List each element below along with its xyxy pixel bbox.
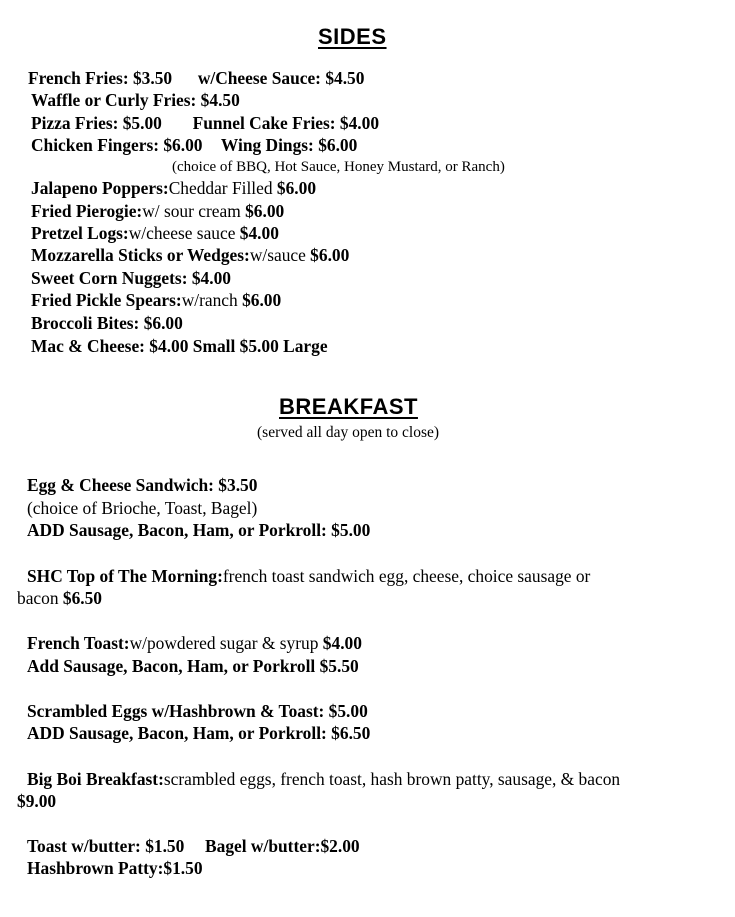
menu-item-price: $6.50 [62, 588, 103, 608]
menu-item-desc: w/cheese sauce [128, 223, 240, 243]
menu-item-text: Wing Dings: $6.00 [220, 135, 358, 155]
menu-item-price: $6.00 [245, 201, 285, 221]
menu-item-mozzarella-sticks [31, 244, 349, 266]
menu-item-name: Mozzarella Sticks or Wedges: [31, 245, 250, 265]
menu-item-egg-cheese-sandwich: Egg & Cheese Sandwich: $3.50 [27, 475, 258, 495]
menu-item-text: Toast w/butter: $1.50 [27, 836, 185, 856]
menu-item-addon: ADD Sausage, Bacon, Ham, or Porkroll: $6.50 [27, 723, 371, 743]
menu-item-desc: Cheddar Filled [168, 178, 277, 198]
menu-item-french-fries [28, 67, 364, 89]
menu-item-chicken-fingers [31, 134, 357, 156]
menu-item-fried-pickle-spears [31, 289, 281, 311]
breakfast-subtitle: (served all day open to close) [257, 424, 440, 441]
menu-item-name: French Toast: [27, 633, 130, 653]
menu-item-name: Pretzel Logs: [31, 223, 129, 243]
menu-item-note: (choice of Brioche, Toast, Bagel) [27, 498, 258, 518]
menu-item-desc: scrambled eggs, french toast, hash brown patty, sausage, & bacon [163, 769, 621, 789]
menu-item-fried-pierogie [31, 200, 284, 222]
menu-item-desc: w/powdered sugar & syrup [129, 633, 323, 653]
menu-item-name: Fried Pierogie: [31, 201, 143, 221]
menu-item-desc: w/sauce [249, 245, 311, 265]
menu-item-text: w/Cheese Sauce: $4.50 [197, 68, 365, 88]
menu-item-pretzel-logs [31, 222, 279, 244]
menu-item-text: Waffle or Curly Fries: $4.50 [31, 90, 240, 110]
menu-item-note: (choice of BBQ, Hot Sauce, Honey Mustard, or Ranch) [172, 159, 505, 175]
menu-item-name: Jalapeno Poppers: [31, 178, 169, 198]
menu-item-desc: w/ranch [181, 290, 243, 310]
menu-item-mac-cheese [31, 335, 328, 357]
menu-item-price: $4.00 [322, 633, 362, 653]
menu-item-text: Funnel Cake Fries: $4.00 [192, 113, 380, 133]
menu-item-text: Pizza Fries: $5.00 [31, 113, 162, 133]
menu-item-name: Fried Pickle Spears: [31, 290, 182, 310]
menu-item-name: SHC Top of The Morning: [27, 566, 223, 586]
menu-item-scrambled-eggs: Scrambled Eggs w/Hashbrown & Toast: $5.00 [27, 701, 368, 721]
menu-item-waffle-fries [31, 89, 240, 111]
menu-item-french-toast [27, 632, 362, 654]
menu-item-text: Mac & Cheese: $4.00 Small $5.00 Large [31, 336, 328, 356]
menu-item-desc: bacon [17, 588, 63, 608]
menu-item-price: $6.00 [310, 245, 350, 265]
menu-item-text: French Fries: $3.50 [28, 68, 173, 88]
menu-item-price: $6.00 [242, 290, 282, 310]
menu-item-jalapeno-poppers [31, 177, 316, 199]
menu-item-desc: w/ sour cream [142, 201, 246, 221]
breakfast-heading: BREAKFAST [279, 394, 418, 419]
menu-item-text: Bagel w/butter:$2.00 [205, 836, 360, 856]
menu-item-shc-continued [17, 587, 102, 609]
menu-item-text: Chicken Fingers: $6.00 [31, 135, 203, 155]
menu-item-shc-top-of-the-morning [27, 565, 590, 587]
menu-item-price: $4.00 [239, 223, 279, 243]
menu-item-hashbrown-patty: Hashbrown Patty:$1.50 [27, 858, 203, 878]
menu-item-sweet-corn-nuggets [31, 267, 231, 289]
menu-item-price: $6.00 [276, 178, 317, 198]
menu-item-desc: french toast sandwich egg, cheese, choice sausage or [222, 566, 591, 586]
menu-item-addon: Add Sausage, Bacon, Ham, or Porkroll $5.50 [27, 656, 359, 676]
menu-item-text: Sweet Corn Nuggets: $4.00 [31, 268, 231, 288]
menu-item-name: Big Boi Breakfast: [27, 769, 164, 789]
menu-item-addon: ADD Sausage, Bacon, Ham, or Porkroll: $5.00 [27, 520, 371, 540]
menu-item-big-boi-breakfast [27, 768, 620, 790]
menu-item-text: Broccoli Bites: $6.00 [31, 313, 183, 333]
menu-item-price: $9.00 [17, 791, 57, 811]
sides-heading: SIDES [318, 24, 387, 49]
menu-item-pizza-fries [31, 112, 379, 134]
menu-item-broccoli-bites [31, 312, 183, 334]
menu-item-toast-bagel [27, 835, 360, 857]
